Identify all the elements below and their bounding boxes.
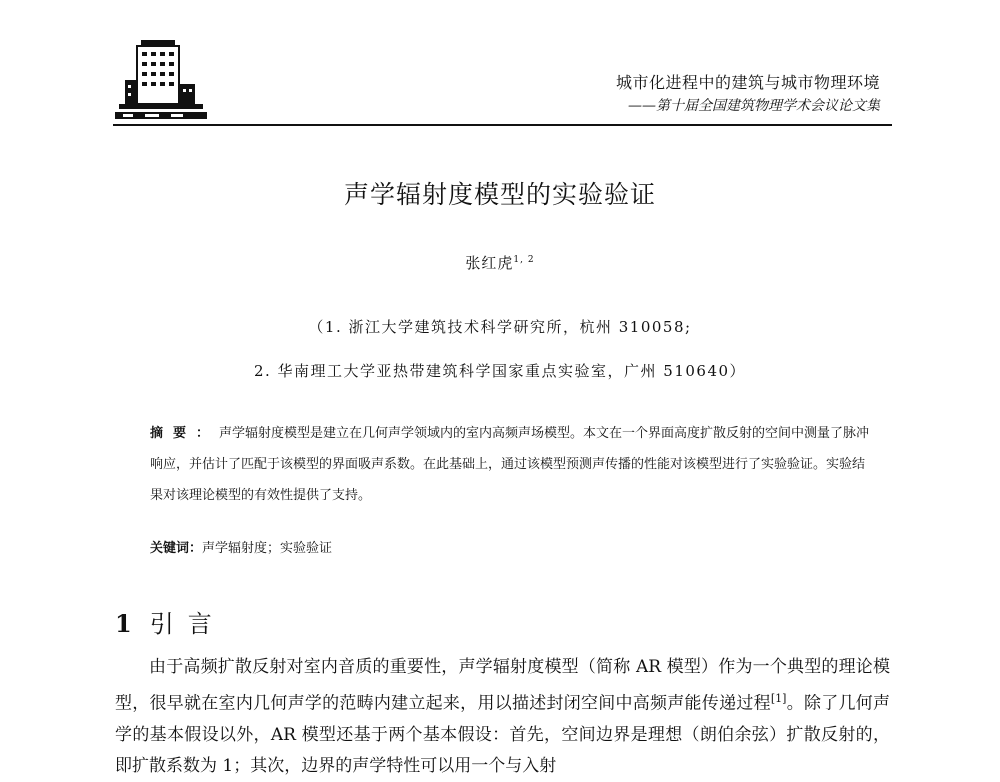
building-logo-icon xyxy=(115,38,207,120)
conference-logo xyxy=(115,38,207,120)
citation-marker: [1] xyxy=(770,692,787,705)
affiliation-1: （1. 浙江大学建筑技术科学研究所，杭州 310058; xyxy=(308,318,692,336)
author-line xyxy=(0,252,1000,273)
section-number: 1 xyxy=(115,609,146,638)
section-body-paragraph xyxy=(115,652,890,782)
affiliation-2: 2. 华南理工大学亚热带建筑科学国家重点实验室，广州 510640） xyxy=(253,362,747,380)
keywords-text: 声学辐射度；实验验证 xyxy=(202,541,333,556)
author-name: 张红虎 xyxy=(465,254,514,272)
abstract-label: 摘要： xyxy=(150,426,220,441)
keywords-label: 关键词： xyxy=(150,541,203,556)
author-affiliation-marks: 1, 2 xyxy=(513,255,535,265)
paper-title: 声学辐射度模型的实验验证 xyxy=(343,180,656,209)
proceedings-subtitle: ——第十届全国建筑物理学术会议论文集 xyxy=(628,98,880,114)
header-divider xyxy=(113,124,892,126)
body-text-part-1: 由于高频扩散反射对室内音质的重要性，声学辐射度模型（简称 AR 模型）作为一个典型的理论模型，很早就在室内几何声学的范畴内建立起来，用以描述封闭空间中高频声能传递过程 xyxy=(115,657,890,714)
body-text-part-2: 。除了几何声学的基本假设以外，AR 模型还基于两个基本假设：首先，空间边界是理想（朗伯余弦）扩散反射的，即扩散系数为 1；其次，边界的声学特性可以用一个与入射 xyxy=(115,693,891,776)
proceedings-title: 城市化进程中的建筑与城市物理环境 xyxy=(615,73,880,92)
section-heading xyxy=(115,604,226,639)
abstract xyxy=(150,418,870,511)
abstract-text: 声学辐射度模型是建立在几何声学领域内的室内高频声场模型。本文在一个界面高度扩散反射的空间中测量了脉冲响应，并估计了匹配于该模型的界面吸声系数。在此基础上，通过该模型预测声传播的性能对该模型进行了实验验证。实验结果对该理论模型的有效性提供了支持。 xyxy=(150,426,870,503)
section-title: 引言 xyxy=(149,610,226,638)
keywords xyxy=(150,537,332,556)
